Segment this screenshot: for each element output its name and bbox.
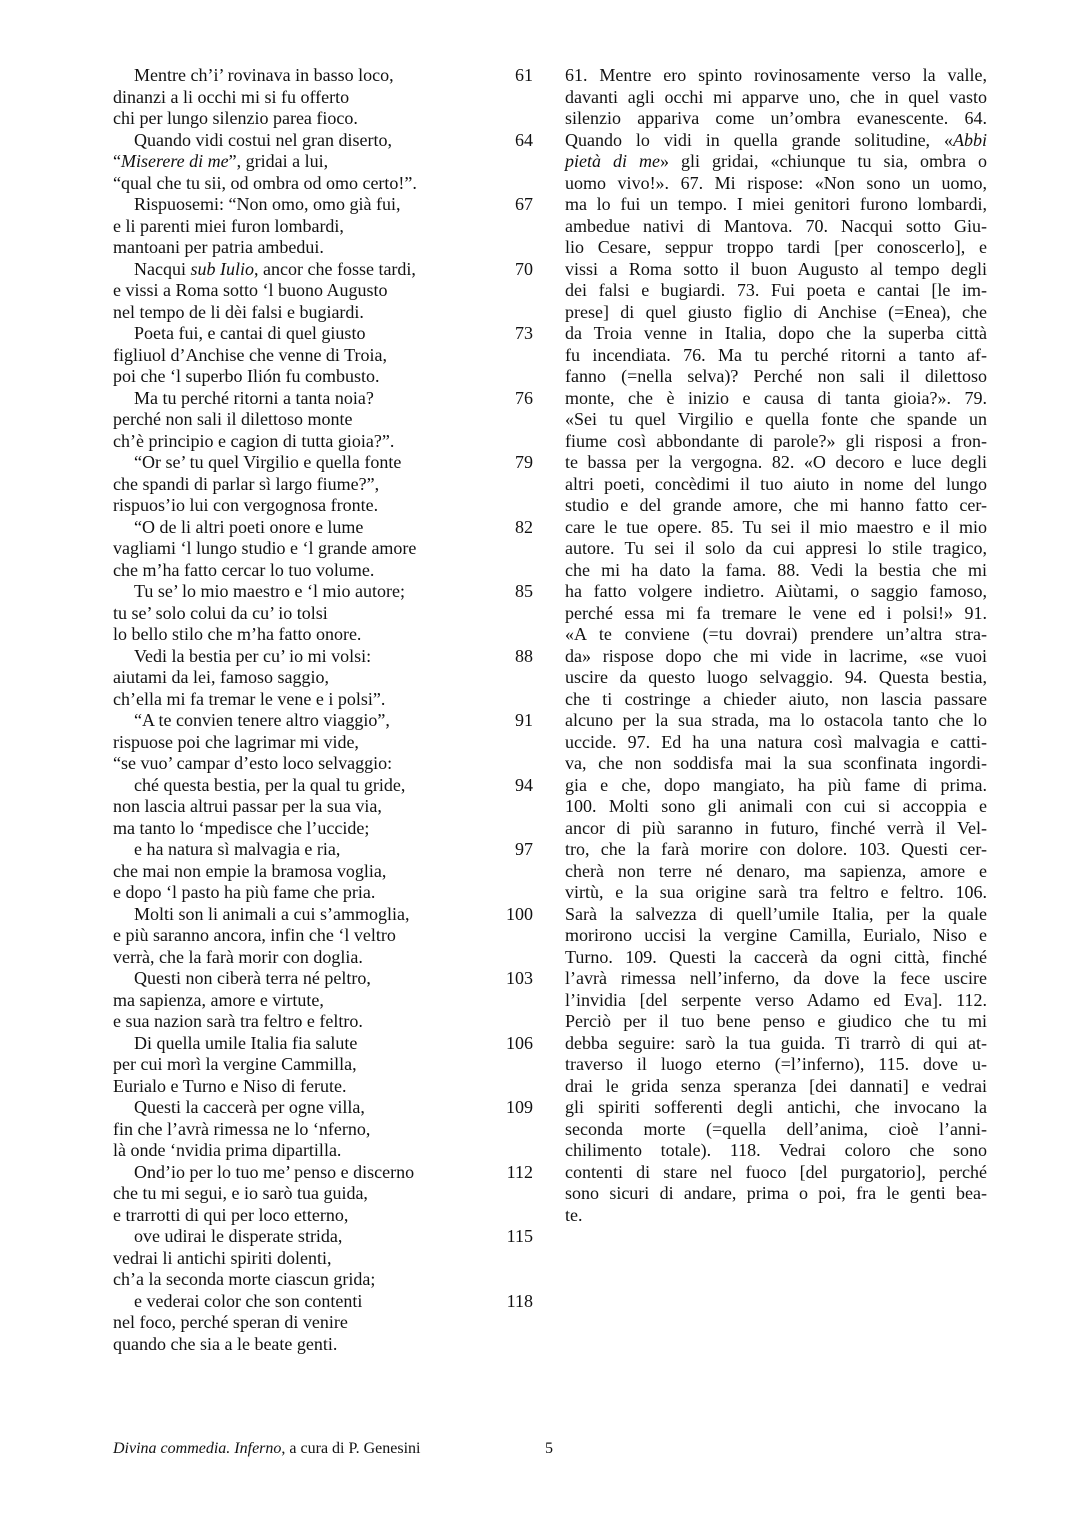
text-segment: Nacqui [134,258,191,279]
text-segment: fin che l’avrà rimessa ne lo ‘nferno, [113,1118,371,1139]
prose-line [565,689,987,711]
text-segment: ambedue nativi di Mantova. 70. Nacqui sotto Giu- [565,215,987,236]
page-number: 5 [545,1440,553,1457]
prose-line [565,968,987,990]
verse-number: 115 [506,1226,533,1246]
verse-number: 97 [515,839,533,859]
verse-line [113,1248,523,1270]
text-segment: “se vuo’ campar d’esto loco selvaggio: [113,753,393,773]
text-segment: Poeta fui, e cantai di quel giusto [134,323,366,343]
text-segment: e dopo ‘l pasto ha più fame che pria. [113,882,376,902]
verse-line [113,903,533,926]
prose-line [565,882,987,904]
text-segment: prese] di quel giusto figlio di Anchise (=Enea), che [565,301,987,322]
prose-line [565,603,987,625]
verse-number: 103 [506,968,533,988]
verse-line [113,1312,523,1334]
text-segment: virtù, e la sua origine sarà tra feltro e feltro. 106. [565,882,987,902]
verse-line [113,925,523,947]
verse-line [113,774,533,797]
text-segment: e vederai color che son contenti [134,1290,363,1311]
text-segment: sono sicuri di andare, prima o poi, fra le genti bea- [565,1183,987,1203]
text-segment: studio e del grande amore, che mi hanno fatto cer- [565,495,987,515]
prose-line [565,173,987,195]
text-segment: va, che non soddisfa mai la sua sconfinata ingordi- [565,753,987,773]
text-segment: 100. Molti sono gli animali con cui si accoppia e [565,796,987,816]
text-segment: lio Cesare, seppur troppo tardi [per conoscerlo], e [565,237,987,257]
prose-line [565,1140,987,1162]
verse-number: 85 [515,581,533,601]
verse-line [113,624,523,646]
text-segment: fu incendiata. 76. Ma tu perché ritorni a tanto af- [565,344,987,365]
prose-line [565,1205,987,1227]
text-segment: uscire da questo luogo selvaggio. 94. Questa bestia, [565,667,987,687]
verse-line [113,409,523,431]
verse-line [113,173,523,195]
text-segment: chilimento totale). 118. Vedrai coloro che sono [565,1140,987,1160]
prose-line [565,1076,987,1098]
text-segment: ove udirai le disperate strida, [134,1226,343,1246]
verse-line [113,108,523,130]
verse-number: 112 [506,1161,533,1182]
text-segment: chi per lungo silenzio parea fioco. [113,108,358,128]
prose-line [565,65,987,87]
text-segment: “qual che tu sii, od ombra od omo certo!”. [113,172,417,193]
verse-number: 91 [515,710,533,730]
verse-line [113,753,523,775]
text-segment: vedrai li antichi spiriti dolenti, [113,1247,332,1268]
verse-line [113,431,523,453]
prose-line [565,646,987,668]
text-segment: che spandi di parlar sì largo fiume?”, [113,473,380,494]
prose-line [565,1119,987,1141]
text-segment: morirono uccisi la vergine Camilla, Eurialo, Niso e [565,925,987,945]
text-segment: “ [113,151,121,171]
text-segment: che ti costringe a chieder aiuto, non lascia passare [565,688,987,709]
text-segment: Mentre ch’i’ rovinava in basso loco, [134,65,394,85]
text-segment: che m’ha fatto cercar lo tuo volume. [113,559,375,580]
text-segment: e trarrotti di qui per loco etterno, [113,1204,349,1225]
verse-line [113,882,523,904]
text-segment: che tu mi segui, e io sarò tua guida, [113,1183,368,1203]
prose-line [565,366,987,388]
verse-number: 109 [506,1097,533,1117]
text-segment: autore. Tu sei il solo da cui appresi lo stile tragico, [565,538,987,558]
verse-line [113,1161,533,1184]
verse-number: 118 [506,1290,533,1311]
footer-title [113,1440,420,1458]
verse-line [113,1334,523,1356]
text-segment: contenti di stare nel fuoco [del purgatorio], perché [565,1161,987,1182]
prose-line [565,431,987,453]
text-segment: uccide. 97. Ed ha una natura così malvagia e catti- [565,731,987,752]
text-segment: “Or se’ tu quel Virgilio e quella fonte [134,452,402,472]
text-segment: ma sapienza, amore e virtute, [113,989,324,1010]
verse-line [113,366,523,388]
text-segment: perché essa mi fa tremare le vene ed i polsi!» 91. [565,602,987,623]
text-segment: ma tanto lo ‘mpedisce che l’uccide; [113,817,370,838]
text-segment: vissi a Roma sotto il buon Augusto al tempo degli [565,258,987,279]
text-segment: da» rispose dopo che mi vide in lacrime, «se vuoi [565,645,987,666]
prose-line [565,839,987,861]
text-segment: gli spiriti sofferenti degli antichi, che invocano la [565,1097,987,1117]
text-segment: uomo vivo!». 67. Mi rispose: «Non sono un uomo, [565,172,987,193]
text-segment: dinanzi a li occhi mi si fu offerto [113,86,350,107]
prose-line [565,560,987,582]
prose-line [565,581,987,603]
prose-line [565,1183,987,1205]
verse-line [113,667,523,689]
prose-line [565,216,987,238]
text-segment: ch’a la seconda morte ciascun grida; [113,1269,376,1289]
italic-text: Miserere di me [121,151,229,171]
verse-line [113,65,533,87]
verse-number: 76 [515,387,533,408]
italic-text: pietà di me [565,151,660,171]
prose-line [565,1097,987,1119]
prose-line [565,237,987,259]
verse-line [113,345,523,367]
text-segment: e più saranno ancora, infin che ‘l veltro [113,925,396,945]
prose-line [565,710,987,732]
text-segment: vagliami ‘l lungo studio e ‘l grande amore [113,538,417,558]
text-segment: altri poeti, concèdimi il tuo aiuto in nome del lungo [565,473,987,494]
verse-line [113,1097,533,1119]
text-segment: Rispuosemi: “Non omo, omo già fui, [134,194,401,214]
verse-line [113,1011,523,1033]
text-segment: Eurialo e Turno e Niso di ferute. [113,1075,347,1096]
verse-line [113,516,533,539]
verse-line [113,258,533,281]
prose-line [565,1033,987,1055]
text-segment: tro, che la farà morire con dolore. 103. Questi cer- [565,839,987,859]
text-segment: figliuol d’Anchise che venne di Troia, [113,344,387,365]
prose-line [565,87,987,109]
text-segment: davanti agli occhi mi apparve uno, che in quel vasto [565,86,987,107]
prose-line [565,925,987,947]
verse-number: 82 [515,516,533,537]
text-segment: per cui morì la vergine Cammilla, [113,1054,357,1074]
text-segment: seconda morte (=quella dell’anima, cioè l’anni- [565,1118,987,1139]
text-segment: fiume così abbondante di parole?» gli risposi a fron- [565,430,987,451]
verse-line [113,474,523,496]
text-segment: alcuno per la sua strada, ma lo ostacola tanto che lo [565,710,987,730]
text-segment: e sua nazion sarà tra feltro e feltro. [113,1011,363,1031]
text-segment: Molti son li animali a cui s’ammoglia, [134,903,410,924]
verse-line [113,280,523,302]
text-segment: da Troia venne in Italia, dopo che la superba città [565,323,987,343]
text-segment: “A te convien tenere altro viaggio”, [134,710,390,730]
footer-title-rest: , a cura di P. Genesini [281,1440,421,1457]
verse-line [113,302,523,324]
prose-line [565,1162,987,1184]
verse-line [113,1205,523,1227]
verse-line [113,581,533,603]
verse-line [113,1076,523,1098]
prose-line [565,904,987,926]
text-segment: Questi la caccerà per ogne villa, [134,1097,365,1117]
italic-text: sub Iulio [190,258,254,279]
prose-line [565,861,987,883]
verse-number: 106 [506,1032,533,1053]
prose-line [565,818,987,840]
prose-paraphrase-column [565,65,987,1226]
text-segment: poi che ‘l superbo Ilión fu combusto. [113,366,380,386]
text-segment: Sarà la salvezza di quell’umile Italia, per la quale [565,903,987,924]
prose-line [565,452,987,474]
text-segment: Questi non ciberà terra né peltro, [134,968,371,988]
verse-line [113,645,533,668]
verse-line [113,861,523,883]
verse-number: 70 [515,258,533,279]
text-segment: Di quella umile Italia fia salute [134,1032,358,1053]
verse-line [113,87,523,109]
text-segment: ha fatto volgere indietro. Aiùtami, o saggio famoso, [565,581,987,601]
text-segment: “O de li altri poeti onore e lume [134,516,364,537]
verse-line [113,1032,533,1055]
text-segment: «A te conviene (=tu dovrai) prendere un’altra stra- [565,624,987,644]
text-segment: drai le grida senza speranza [dei dannati] e vedrai [565,1075,987,1096]
verse-line [113,603,523,625]
text-segment: Quando vidi costui nel gran diserto, [134,129,392,150]
verse-line [113,129,533,152]
prose-line [565,732,987,754]
verse-line [113,538,523,560]
text-segment: ché questa bestia, per la qual tu gride, [134,774,406,795]
verse-number: 67 [515,194,533,214]
text-segment: ch’è principio e cagion di tutta gioia?”. [113,430,395,451]
prose-line [565,1011,987,1033]
text-segment: te bassa per la vergogna. 82. «O decoro e luce degli [565,452,987,472]
prose-line [565,259,987,281]
prose-line [565,947,987,969]
text-segment: lo bello stilo che m’ha fatto onore. [113,624,362,644]
verse-line [113,1119,523,1141]
prose-line [565,474,987,496]
verse-line [113,968,533,990]
text-segment: e ha natura sì malvagia e ria, [134,839,341,859]
verse-line [113,452,533,474]
prose-line [565,194,987,216]
poem-column [113,65,533,1355]
prose-line [565,517,987,539]
verse-line [113,151,523,173]
text-segment: monte, che è inizio e causa di tanta gioia?». 79. [565,387,987,408]
text-segment: rispuos’io lui con vergognosa fronte. [113,495,379,515]
verse-line [113,1140,523,1162]
text-segment: dei falsi e bugiardi. 73. Fui poeta e cantai [le im- [565,280,987,300]
text-segment: Quando lo vidi in quella grande solitudine, « [565,129,953,150]
text-segment: traverso il luogo eterno (=l’inferno), 115. dove u- [565,1054,987,1074]
text-segment: Ond’io per lo tuo me’ penso e discerno [134,1161,415,1182]
text-segment: » gli gridai, «chiunque tu sia, ombra o [660,151,987,171]
verse-number: 61 [515,65,533,85]
prose-line [565,409,987,431]
text-segment: 61. Mentre ero spinto rovinosamente verso la valle, [565,65,987,85]
verse-line [113,839,533,861]
prose-line [565,151,987,173]
verse-line [113,1183,523,1205]
text-segment: verrà, che la farà morir con doglia. [113,946,363,967]
text-segment: tu se’ solo colui da cu’ io tolsi [113,602,328,623]
italic-text: Abbi [953,129,987,150]
verse-line [113,796,523,818]
text-segment: ch’ella mi fa tremar le vene e i polsi”. [113,688,386,709]
prose-line [565,388,987,410]
prose-line [565,345,987,367]
verse-line [113,732,523,754]
verse-line [113,560,523,582]
verse-number: 79 [515,452,533,472]
text-segment: care le tue opere. 85. Tu sei il mio maestro e il mio [565,516,987,537]
prose-line [565,1054,987,1076]
text-segment: mantoani per patria ambedui. [113,237,324,257]
prose-line [565,667,987,689]
text-segment: Turno. 109. Questi la caccerà da ogni città, finché [565,946,987,967]
prose-line [565,130,987,152]
verse-line [113,1226,533,1248]
text-segment: l’avrà rimessa nell’inferno, da dove la fece uscire [565,968,987,988]
text-segment: aiutami da lei, famoso saggio, [113,667,329,687]
prose-line [565,753,987,775]
text-segment: Tu se’ lo mio maestro e ‘l mio autore; [134,581,405,601]
verse-line [113,1054,523,1076]
text-segment: ma lo fui un tempo. I miei genitori furono lombardi, [565,194,987,214]
prose-line [565,624,987,646]
text-segment: gia e che, dopo mangiato, ha più fame di prima. [565,774,987,795]
verse-number: 64 [515,129,533,150]
prose-line [565,323,987,345]
prose-line [565,775,987,797]
page-footer [113,1440,963,1464]
text-segment: che mai non empie la bramosa voglia, [113,860,387,881]
text-segment: Ma tu perché ritorni a tanta noia? [134,387,374,408]
verse-line [113,990,523,1012]
text-segment: silenzio appariva come un’ombra evanescente. 64. [565,108,987,128]
text-segment: e li parenti miei furon lombardi, [113,215,344,236]
verse-line [113,689,523,711]
text-segment: l’invidia [del serpente verso Adamo ed Eva]. 112. [565,989,987,1010]
verse-line [113,387,533,410]
text-segment: , ancor che fosse tardi, [254,258,416,279]
prose-line [565,495,987,517]
text-segment: fanno (=nella selva)? Perché non sali il dilettoso [565,366,987,386]
verse-number: 88 [515,645,533,666]
text-segment: là onde ‘nvidia prima dipartilla. [113,1140,342,1160]
prose-line [565,990,987,1012]
prose-line [565,280,987,302]
text-segment: nel tempo de li dèi falsi e bugiardi. [113,301,364,322]
text-segment: quando che sia a le beate genti. [113,1333,338,1354]
verse-line [113,495,523,517]
text-segment: che mi ha dato la fama. 88. Vedi la bestia che mi [565,559,987,580]
text-segment: rispuose poi che lagrimar mi vide, [113,731,359,752]
verse-line [113,194,533,216]
prose-line [565,538,987,560]
text-segment: ”, gridai a lui, [228,151,329,171]
text-segment: cherà non terre né denaro, ma sapienza, amore e [565,860,987,881]
text-segment: e vissi a Roma sotto ‘l buono Augusto [113,280,388,300]
verse-line [113,710,533,732]
text-segment: te. [565,1204,583,1225]
prose-line [565,796,987,818]
text-segment: perché non sali il dilettoso monte [113,409,353,429]
verse-number: 73 [515,323,533,343]
verse-line [113,1290,533,1313]
text-segment: non lascia altrui passar per la sua via, [113,796,382,816]
verse-line [113,323,533,345]
verse-line [113,818,523,840]
text-segment: «Sei tu quel Virgilio e quella fonte che spande un [565,409,987,429]
verse-number: 100 [506,903,533,924]
text-segment: ancor di più saranno in futuro, finché verrà il Vel- [565,817,987,838]
text-segment: debba seguire: sarò la tua guida. Ti trarrò di qui at- [565,1032,987,1053]
text-segment: Perciò per il tuo bene penso e giudico che tu mi [565,1011,987,1031]
text-segment: Vedi la bestia per cu’ io mi volsi: [134,645,372,666]
footer-title-italic: Divina commedia. Inferno [113,1440,282,1457]
verse-number: 94 [515,774,533,795]
verse-line [113,947,523,969]
prose-line [565,302,987,324]
text-segment: nel foco, perché speran di venire [113,1312,348,1332]
verse-line [113,216,523,238]
verse-line [113,1269,523,1291]
prose-line [565,108,987,130]
verse-line [113,237,523,259]
